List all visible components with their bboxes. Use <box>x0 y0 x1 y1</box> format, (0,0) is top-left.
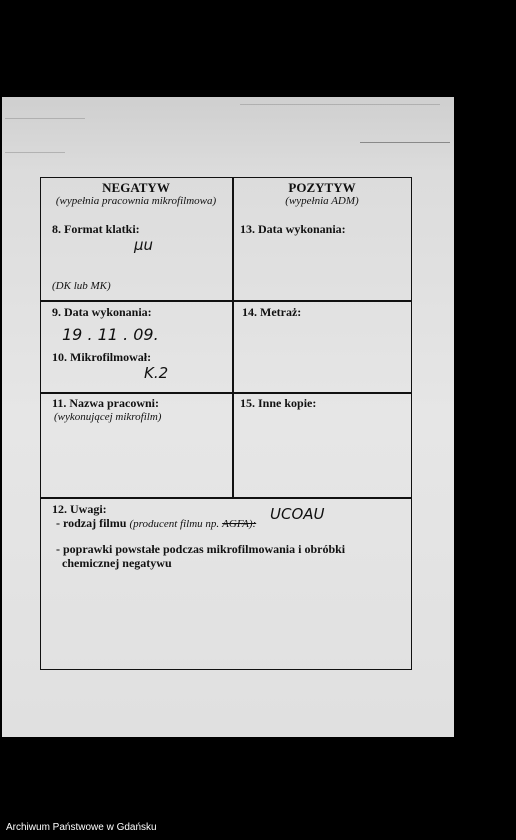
workshop-label: 11. Nazwa pracowni: <box>52 396 159 410</box>
length-label: 14. Metraż: <box>242 305 302 319</box>
film-type-label: - rodzaj filmu <box>56 516 127 530</box>
microfilm-form <box>40 177 412 670</box>
row-divider <box>40 497 412 499</box>
film-type-example: AGFA): <box>222 518 257 530</box>
pozytyw-subtitle: (wypełnia ADM) <box>285 195 359 207</box>
row-divider <box>40 392 412 394</box>
positive-date-label: 13. Data wykonania: <box>240 222 346 236</box>
column-divider <box>232 177 234 498</box>
scan-scratch <box>240 104 440 105</box>
filmed-by-label: 10. Mikrofilmował: <box>52 350 152 364</box>
format-hint: (DK lub MK) <box>52 280 111 292</box>
format-label: 8. Format klatki: <box>52 222 140 236</box>
date-label: 9. Data wykonania: <box>52 305 152 319</box>
film-type-hint: (producent filmu np. <box>129 518 220 530</box>
date-value: 19 . 11 . 09. <box>62 325 159 344</box>
copies-label: 15. Inne kopie: <box>240 396 317 410</box>
workshop-hint: (wykonującej mikrofilm) <box>54 411 162 423</box>
row-divider <box>40 300 412 302</box>
pozytyw-title: POZYTYW <box>288 180 356 195</box>
scan-scratch <box>5 152 65 153</box>
format-value: µu <box>134 236 154 254</box>
archive-footer: Archiwum Państwowe w Gdańsku <box>6 822 157 833</box>
film-type-line <box>56 516 256 531</box>
corrections-line1: - poprawki powstałe podczas mikrofilmowania i obróbki <box>56 542 346 556</box>
notes-label: 12. Uwagi: <box>52 502 107 516</box>
filmed-by-value: K.2 <box>144 364 169 382</box>
film-type-value: UCOAU <box>270 505 325 523</box>
corrections-line2: chemicznej negatywu <box>62 556 172 570</box>
scan-scratch <box>5 118 85 119</box>
negatyw-title: NEGATYW <box>102 180 170 195</box>
scan-scratch <box>360 142 450 143</box>
negatyw-subtitle: (wypełnia pracownia mikrofilmowa) <box>55 195 217 207</box>
